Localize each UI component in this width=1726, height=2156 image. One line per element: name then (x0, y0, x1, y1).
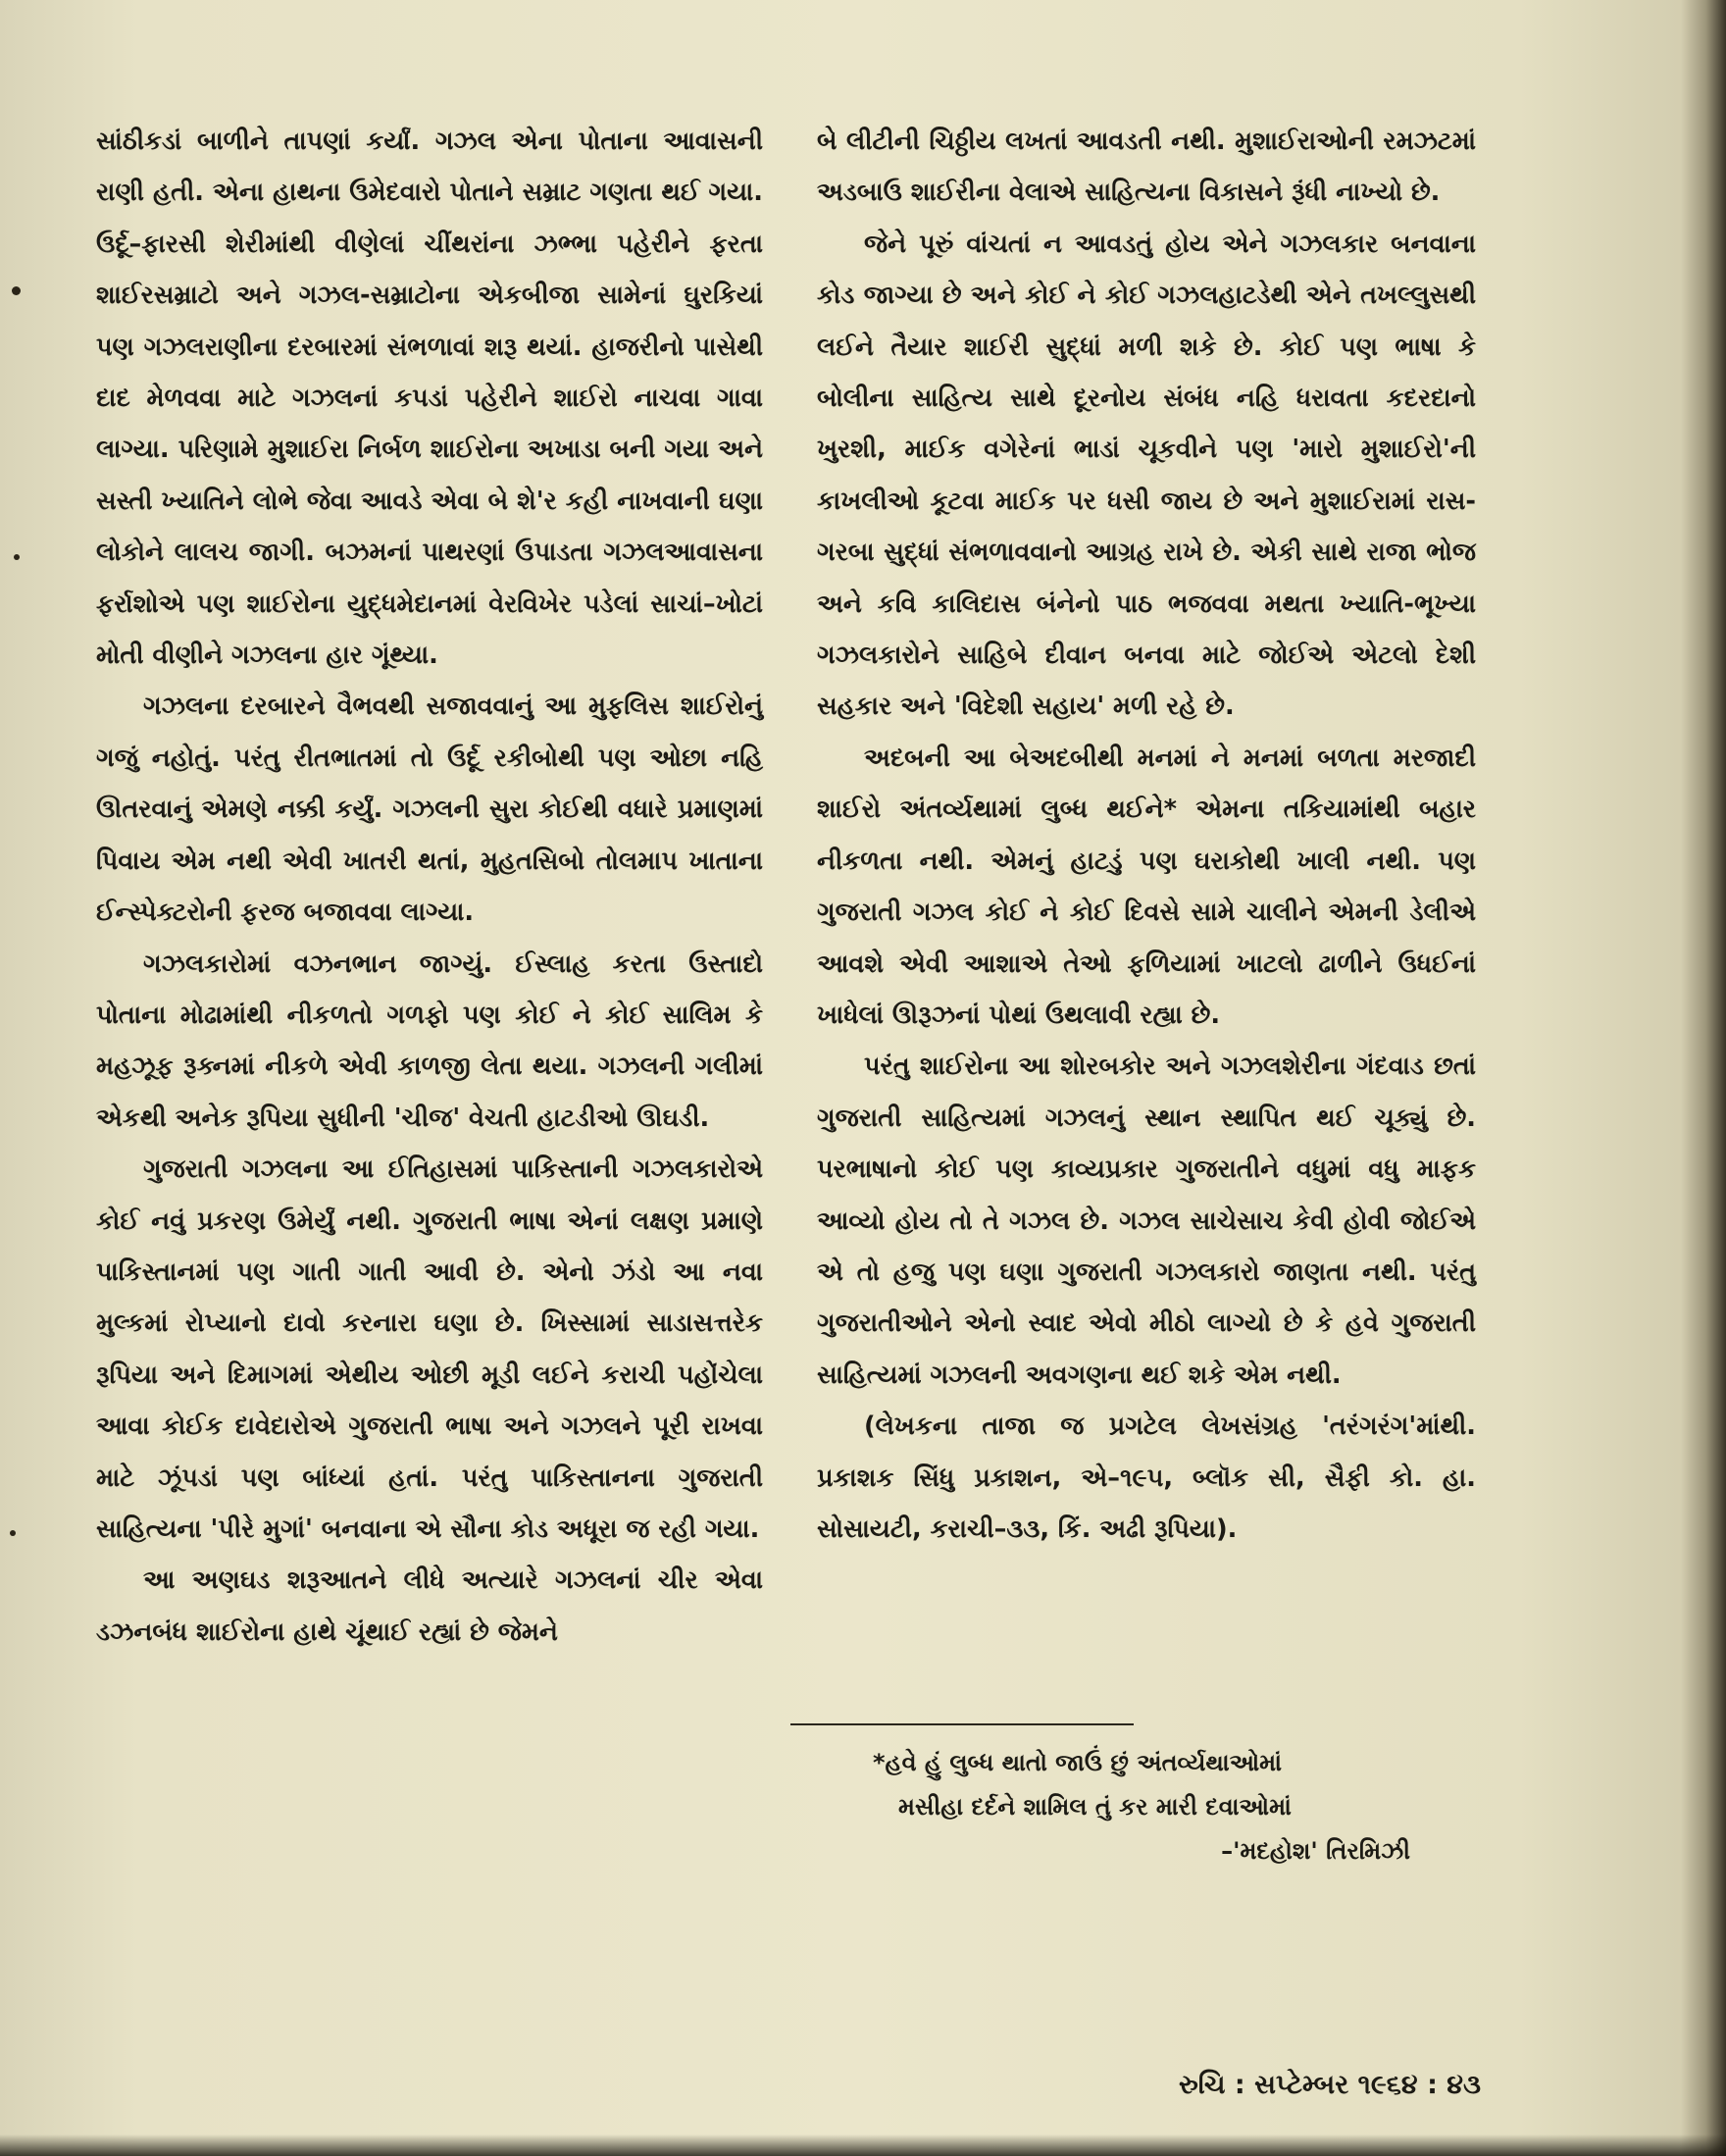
footnote-divider (790, 1723, 1134, 1725)
left-paragraph-5: આ અણઘડ શરૂઆતને લીધે અત્યારે ગઝલનાં ચીર એવા ડઝનબંધ શાઈરોના હાથે ચૂંથાઈ રહ્યાં છે જેમને (96, 1566, 763, 1647)
left-column (96, 116, 763, 1658)
page-edge-shadow (1681, 0, 1726, 2156)
binding-hole (10, 1530, 16, 1536)
footnote-author: –'મદહોશ' તિરમિઝી (1221, 1837, 1410, 1865)
right-paragraph-3: અદબની આ બેઅદબીથી મનમાં ને મનમાં બળતા મરજાદી શાઈરો અંતર્વ્યથામાં લુબ્ધ થઈને* એમના તકિયામાંથી બહાર નીકળતા નથી. એમનું હાટડું પણ ઘરાકોથી ખાલી નથી. પણ ગુજરાતી ગઝલ કોઈ ને કોઈ દિવસે સામે ચાલીને એમની ડેલીએ આવશે એવી આશાએ તેઓ ફળિયામાં ખાટલો ઢાળીને ઉધઈનાં ખાધેલાં ઊરૂઝનાં પોથાં ઉથલાવી રહ્યા છે. (817, 743, 1476, 1030)
left-paragraph-1: સાંઠીકડાં બાળીને તાપણાં કર્યાં. ગઝલ એના પોતાના આવાસની રાણી હતી. એના હાથના ઉમેદવારો પોતાને સમ્રાટ ગણતા થઈ ગયા. ઉર્દૂ–ફારસી શેરીમાંથી વીણેલાં ચીંથરાંના ઝભ્ભા પહેરીને ફરતા શાઈરસમ્રાટો અને ગઝલ-સમ્રાટોના એકબીજા સામેનાં ઘુરકિયાં પણ ગઝલરાણીના દરબારમાં સંભળાવાં શરૂ થયાં. હાજરીનો પાસેથી દાદ મેળવવા માટે ગઝલનાં કપડાં પહેરીને શાઈરો નાચવા ગાવા લાગ્યા. પરિણામે મુશાઈરા નિર્બળ શાઈરોના અખાડા બની ગયા અને સસ્તી ખ્યાતિને લોભે જેવા આવડે એવા બે શે'ર કહી નાખવાની ઘણા લોકોને લાલચ જાગી. બઝમનાં પાથરણાં ઉપાડતા ગઝલઆવાસના ફર્રાશોએ પણ શાઈરોના યુદ્ધમેદાનમાં વેરવિખેર પડેલાં સાચાં–ખોટાં મોતી વીણીને ગઝલના હાર ગૂંથ્યા. (96, 127, 763, 671)
page-bottom-edge (0, 2134, 1726, 2156)
right-paragraph-1: બે લીટીની ચિઠ્ઠીય લખતાં આવડતી નથી. મુશાઈરાઓની રમઝટમાં અડબાઉ શાઈરીના વેલાએ સાહિત્યના વિકાસને રૂંધી નાખ્યો છે. (817, 127, 1476, 208)
source-note: (લેખકના તાજા જ પ્રગટેલ લેખસંગ્રહ 'તરંગરંગ'માંથી. પ્રકાશક સિંધુ પ્રકાશન, એ–૧૯૫, બ્લૉક સી, સૈફી કો. હા. સોસાયટી, કરાચી–૩૩, કિં. અઢી રૂપિયા). (817, 1412, 1476, 1544)
binding-hole (12, 286, 21, 295)
footnote-line-2: મસીહા દર્દને શામિલ તું કર મારી દવાઓમાં (898, 1793, 1292, 1821)
left-paragraph-4: ગુજરાતી ગઝલના આ ઈતિહાસમાં પાકિસ્તાની ગઝલકારોએ કોઈ નવું પ્રકરણ ઉમેર્યું નથી. ગુજરાતી ભાષા એનાં લક્ષણ પ્રમાણે પાકિસ્તાનમાં પણ ગાતી ગાતી આવી છે. એનો ઝંડો આ નવા મુલ્કમાં રોપ્યાનો દાવો કરનારા ઘણા છે. ખિસ્સામાં સાડાસત્તરેક રૂપિયા અને દિમાગમાં એથીય ઓછી મૂડી લઈને કરાચી પહોંચેલા આવા કોઈક દાવેદારોએ ગુજરાતી ભાષા અને ગઝલને પૂરી રાખવા માટે ઝૂંપડાં પણ બાંધ્યાં હતાં. પરંતુ પાકિસ્તાનના ગુજરાતી સાહિત્યના 'પીરે મુગાં' બનવાના એ સૌના કોડ અધૂરા જ રહી ગયા. (96, 1155, 763, 1544)
right-column (817, 116, 1476, 1555)
left-paragraph-3: ગઝલકારોમાં વઝનભાન જાગ્યું. ઈસ્લાહ કરતા ઉસ્તાદો પોતાના મોઢામાંથી નીકળતો ગળફો પણ કોઈ ને કોઈ સાલિમ કે મહઝૂફ રૂક્નમાં નીકળે એવી કાળજી લેતા થયા. ગઝલની ગલીમાં એકથી અનેક રૂપિયા સુધીની 'ચીજ' વેચતી હાટડીઓ ઊઘડી. (96, 949, 763, 1133)
binding-hole (14, 554, 20, 560)
page-footer: રુચિ : સપ્ટેમ્બર ૧૯૬૪ : ૪૩ (1179, 2070, 1481, 2100)
right-paragraph-4: પરંતુ શાઈરોના આ શોરબકોર અને ગઝલશેરીના ગંદવાડ છતાં ગુજરાતી સાહિત્યમાં ગઝલનું સ્થાન સ્થાપિત થઈ ચૂક્યું છે. પરભાષાનો કોઈ પણ કાવ્યપ્રકાર ગુજરાતીને વધુમાં વધુ માફક આવ્યો હોય તો તે ગઝલ છે. ગઝલ સાચેસાચ કેવી હોવી જોઈએ એ તો હજુ પણ ઘણા ગુજરાતી ગઝલકારો જાણતા નથી. પરંતુ ગુજરાતીઓને એનો સ્વાદ એવો મીઠો લાગ્યો છે કે હવે ગુજરાતી સાહિત્યમાં ગઝલની અવગણના થઈ શકે એમ નથી. (817, 1052, 1476, 1390)
right-paragraph-2: જેને પૂરું વાંચતાં ન આવડતું હોય એને ગઝલકાર બનવાના કોડ જાગ્યા છે અને કોઈ ને કોઈ ગઝલહાટડેથી એને તખલ્લુસથી લઈને તૈયાર શાઈરી સુદ્ધાં મળી શકે છે. કોઈ પણ ભાષા કે બોલીના સાહિત્ય સાથે દૂરનોય સંબંધ નહિ ધરાવતા કદરદાનો ખુરશી, માઈક વગેરેનાં ભાડાં ચૂકવીને પણ 'મારો મુશાઈરો'ની કાખલીઓ કૂટવા માઈક પર ધસી જાય છે અને મુશાઈરામાં રાસ-ગરબા સુદ્ધાં સંભળાવવાનો આગ્રહ રાખે છે. એકી સાથે રાજા ભોજ અને કવિ કાલિદાસ બંનેનો પાઠ ભજવવા મથતા ખ્યાતિ-ભૂખ્યા ગઝલકારોને સાહિબે દીવાન બનવા માટે જોઈએ એટલો દેશી સહકાર અને 'વિદેશી સહાય' મળી રહે છે. (817, 229, 1476, 722)
left-paragraph-2: ગઝલના દરબારને વૈભવથી સજાવવાનું આ મુફલિસ શાઈરોનું ગજું નહોતું. પરંતુ રીતભાતમાં તો ઉર્દૂ રકીબોથી પણ ઓછા નહિ ઊતરવાનું એમણે નક્કી કર્યું. ગઝલની સુરા કોઈથી વધારે પ્રમાણમાં પિવાય એમ નથી એવી ખાતરી થતાં, મુહતસિબો તોલમાપ ખાતાના ઈન્સ્પેક્ટરોની ફરજ બજાવવા લાગ્યા. (96, 692, 763, 928)
footnote-line-1: *હવે હું લુબ્ધ થાતો જાઉં છું અંતર્વ્યથાઓમાં (873, 1749, 1282, 1776)
footnote (873, 1741, 1422, 1874)
